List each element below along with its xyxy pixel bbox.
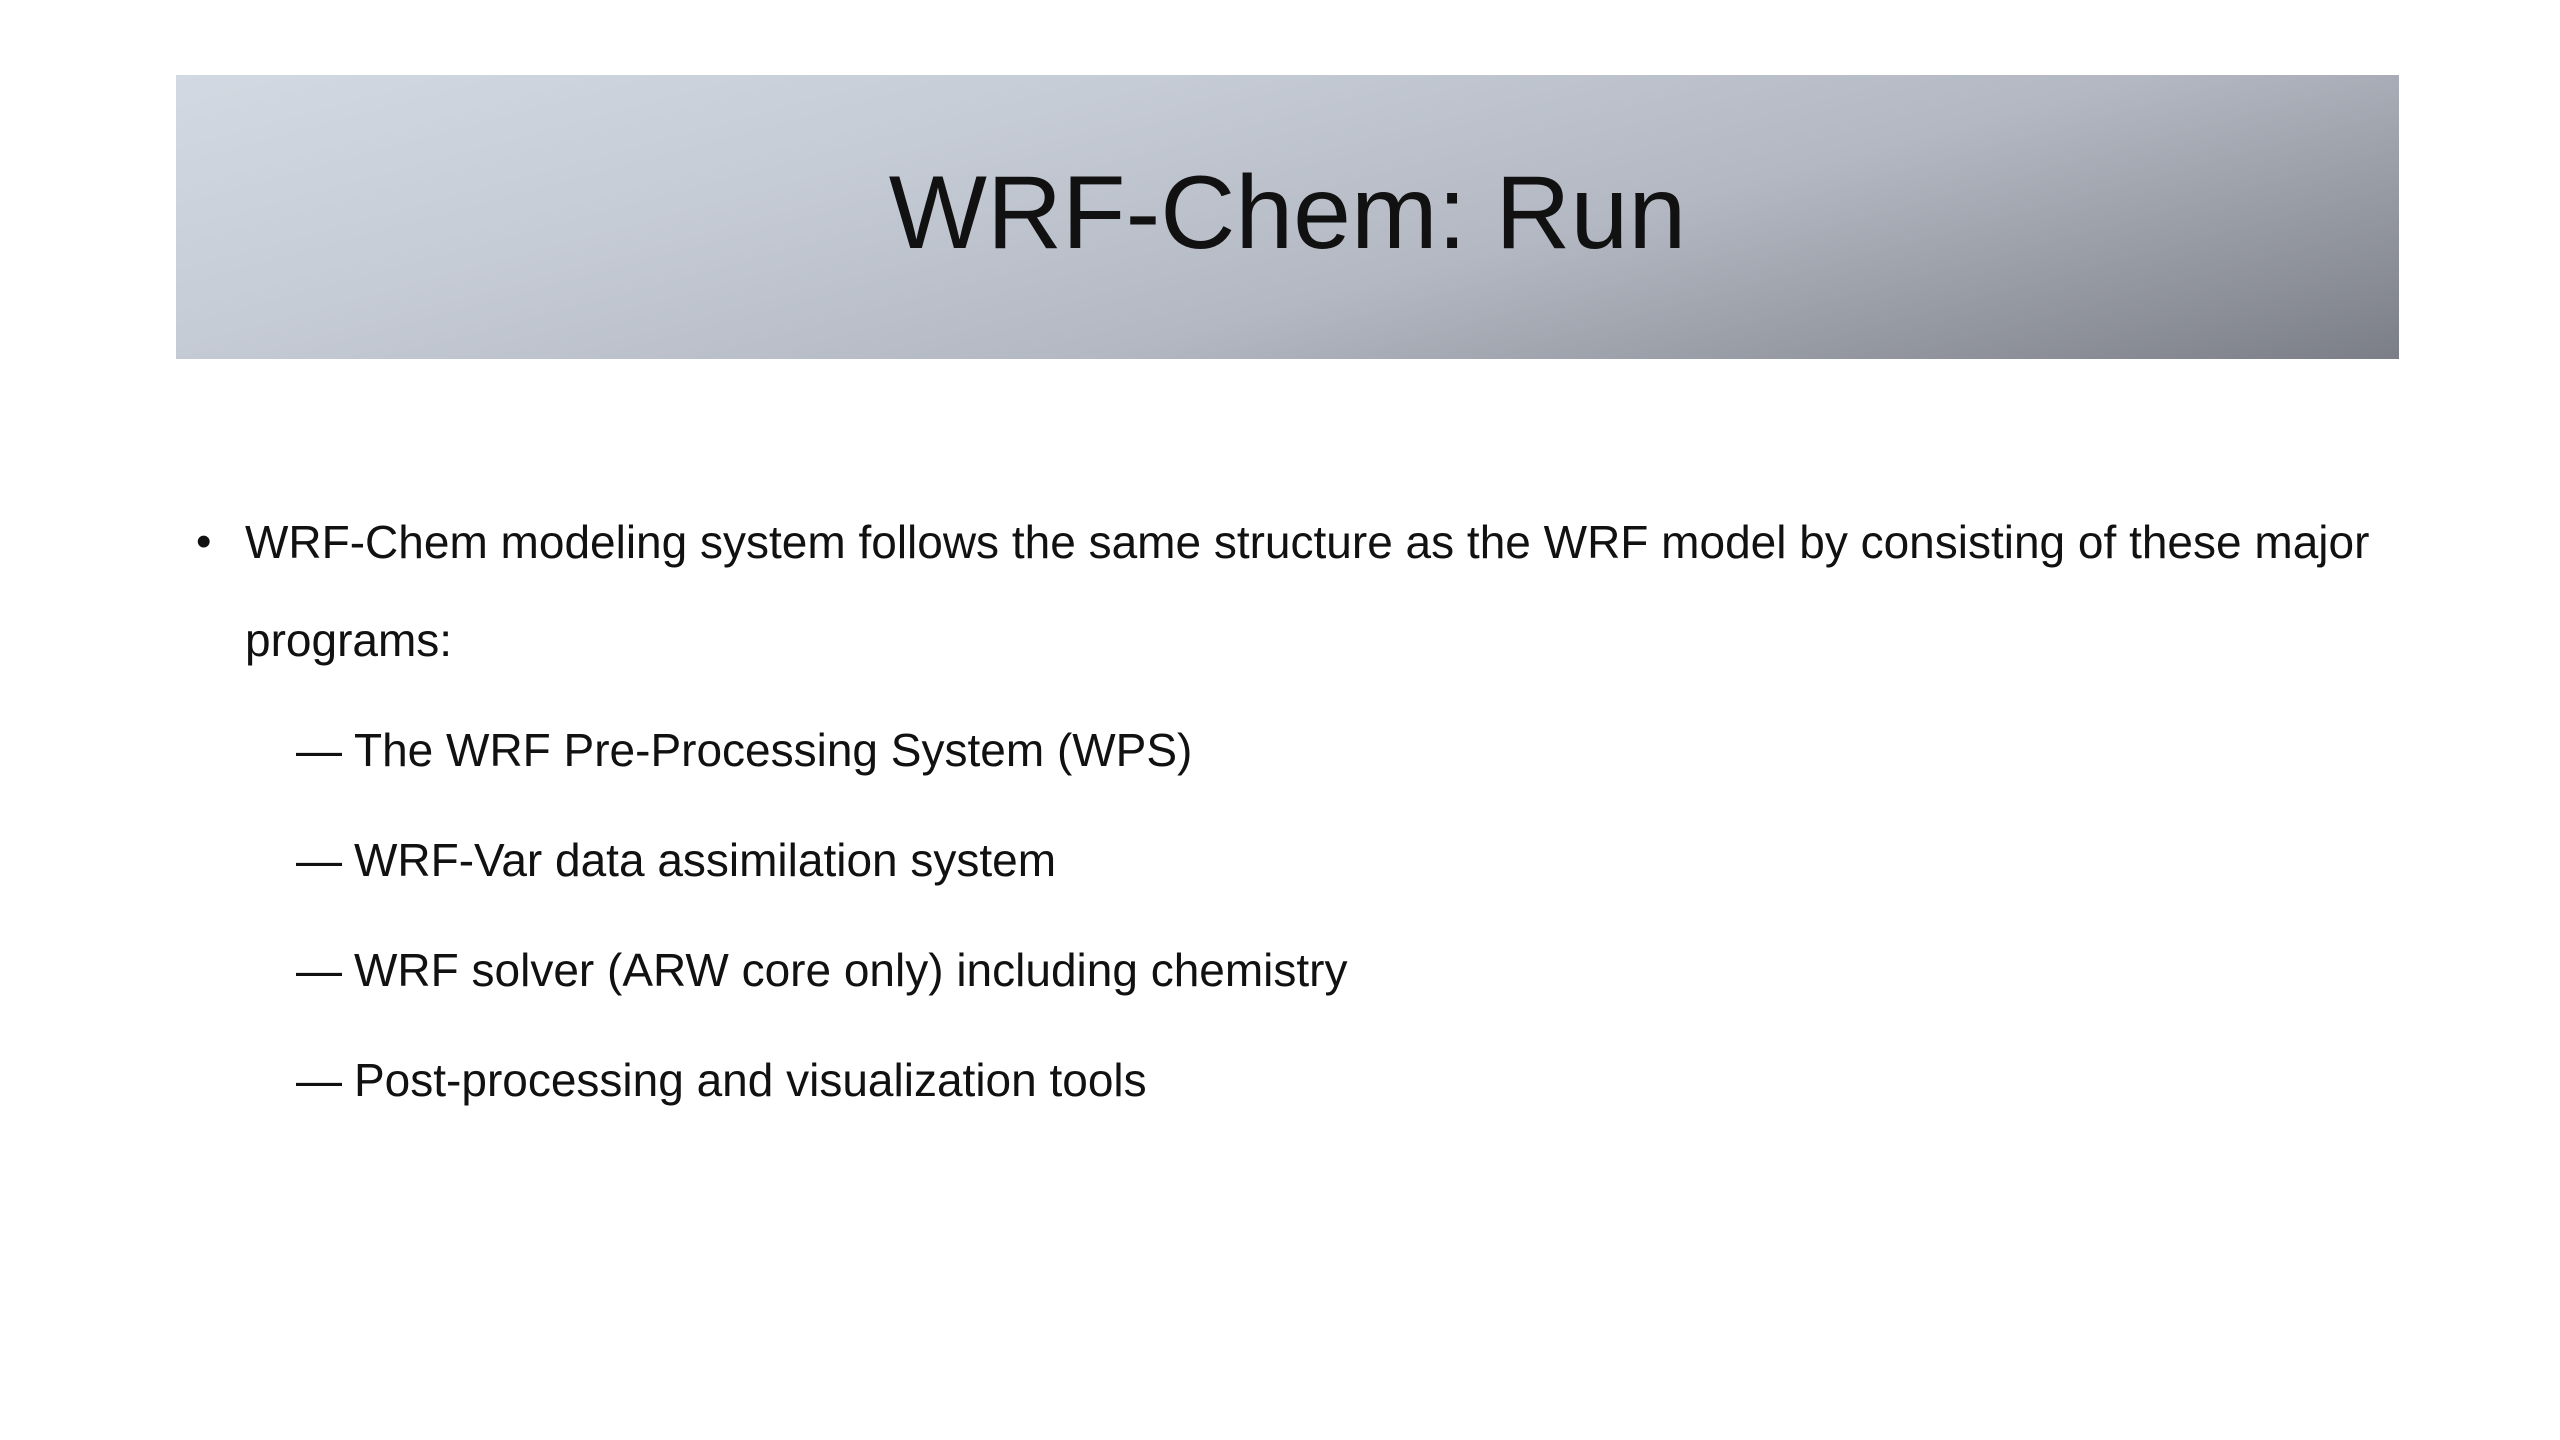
sub-item-marker: —: [296, 944, 342, 996]
sub-item-text: The WRF Pre-Processing System (WPS): [354, 724, 1193, 776]
slide-title: WRF-Chem: Run: [888, 154, 1687, 271]
sub-item-post-processing: [296, 1048, 1147, 1112]
sub-item-text: WRF-Var data assimilation system: [354, 834, 1057, 886]
bullet-text: WRF-Chem modeling system follows the same structure as the WRF model by consisting of these major programs:: [245, 516, 2370, 666]
sub-item-wrf-var: [296, 828, 1056, 892]
sub-item-marker: —: [296, 724, 342, 776]
bullet-marker: •: [196, 517, 212, 566]
sub-item-marker: —: [296, 1054, 342, 1106]
sub-item-wps: [296, 718, 1192, 782]
sub-item-text: Post-processing and visualization tools: [354, 1054, 1147, 1106]
sub-item-wrf-solver: [296, 938, 1348, 1002]
sub-item-text: WRF solver (ARW core only) including chemistry: [354, 944, 1348, 996]
sub-item-marker: —: [296, 834, 342, 886]
